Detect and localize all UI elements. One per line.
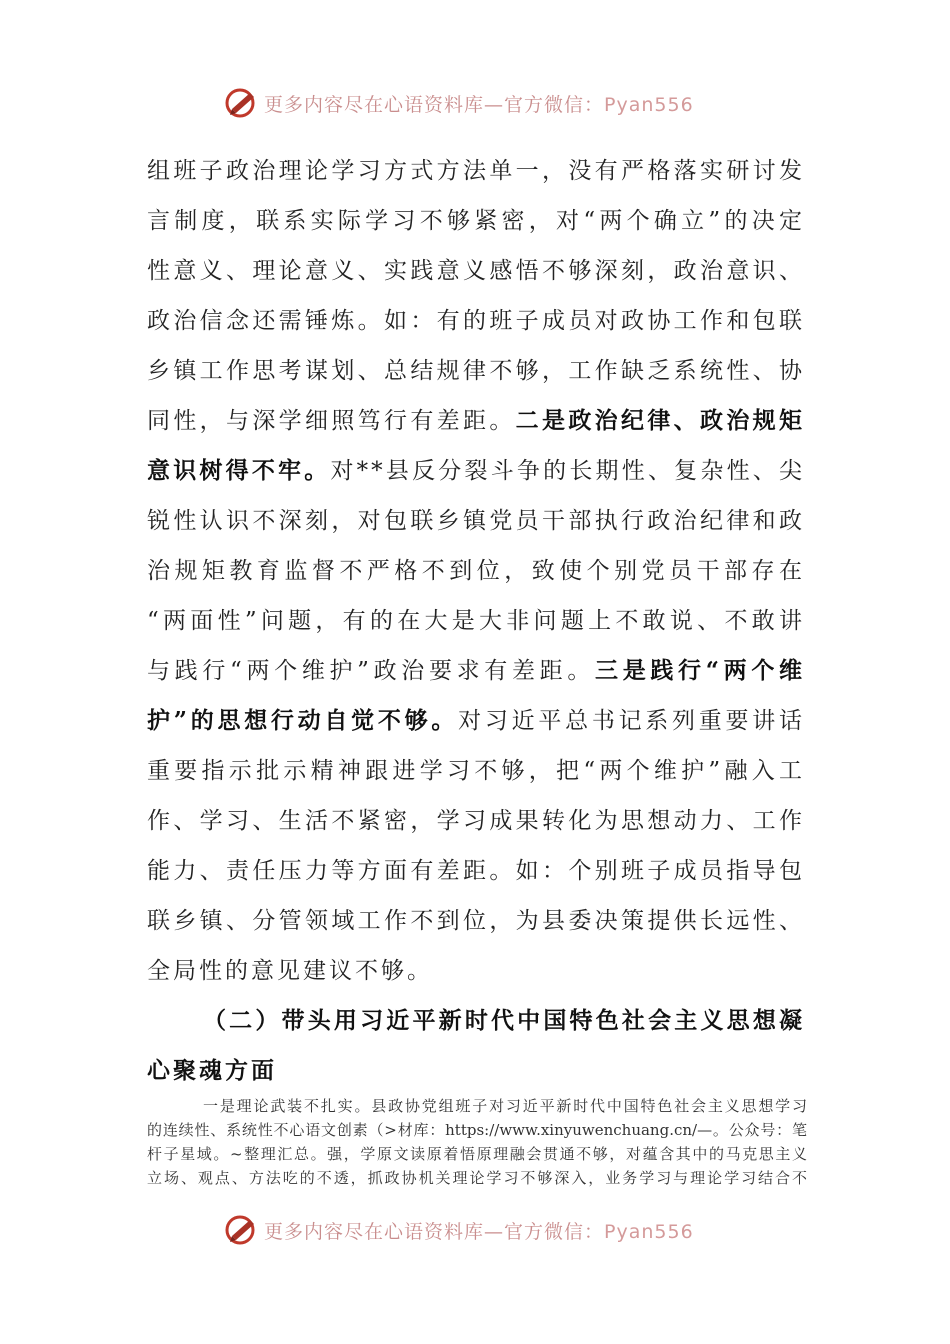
text-line — [147, 946, 805, 996]
watermark-text: 更多内容尽在心语资料库—官方微信：Pyan556 — [264, 93, 694, 116]
text-line — [147, 846, 805, 896]
small-print-paragraph — [147, 1094, 807, 1190]
text-run: “两面性”问题，有的在大是大非问题上不敢说、不敢讲 — [147, 608, 805, 634]
watermark-bottom — [224, 1210, 694, 1250]
text-run: 作、学习、生活不紧密，学习成果转化为思想动力、工作 — [147, 808, 805, 834]
text-line — [147, 696, 805, 746]
text-line — [147, 546, 805, 596]
text-run: 全局性的意见建议不够。 — [147, 958, 433, 984]
text-line — [147, 896, 805, 946]
text-line — [147, 146, 805, 196]
text-line — [147, 796, 805, 846]
bold-phrase: 二是政治纪律、政治规矩 — [515, 407, 806, 434]
text-line — [147, 246, 805, 296]
text-run: 性意义、理论意义、实践意义感悟不够深刻，政治意识、 — [147, 258, 805, 284]
text-run: 重要指示批示精神跟进学习不够，把“两个维护”融入工 — [147, 758, 805, 784]
text-run: 同性，与深学细照笃行有差距。 — [147, 408, 516, 434]
text-line — [147, 346, 805, 396]
text-run: 治规矩教育监督不严格不到位，致使个别党员干部存在 — [147, 558, 805, 584]
watermark-text: 更多内容尽在心语资料库—官方微信：Pyan556 — [264, 1220, 694, 1243]
small-print-line: 的连续性、系统性不心语文创素（>材库：https://www.xinyuwenchuang.cn/—。公众号：笔 — [147, 1121, 807, 1139]
bold-phrase: 意识树得不牢。 — [147, 457, 331, 484]
text-run: 组班子政治理论学习方式方法单一，没有严格落实研讨发 — [147, 158, 805, 184]
section-heading-line-2: 心聚魂方面 — [147, 1057, 277, 1084]
text-line — [147, 396, 805, 446]
bold-phrase: 护”的思想行动自觉不够。 — [147, 707, 459, 734]
text-run: 政治信念还需锤炼。如：有的班子成员对政协工作和包联 — [147, 308, 805, 334]
pen-logo-icon — [224, 1212, 260, 1248]
small-print-line: 一是理论武装不扎实。县政协党组班子对习近平新时代中国特色社会主义思想学习 — [203, 1097, 807, 1115]
text-line — [147, 646, 805, 696]
text-run: 能力、责任压力等方面有差距。如：个别班子成员指导包 — [147, 858, 805, 884]
section-heading-line-1: （二）带头用习近平新时代中国特色社会主义思想凝 — [203, 1007, 805, 1034]
bold-phrase: 三是践行“两个维 — [595, 657, 805, 684]
text-line — [147, 296, 805, 346]
section-heading — [147, 996, 805, 1046]
text-line — [147, 746, 805, 796]
section-heading-continued — [147, 1046, 805, 1096]
text-run: 对**县反分裂斗争的长期性、复杂性、尖 — [330, 458, 806, 484]
text-line — [147, 596, 805, 646]
text-line — [147, 446, 805, 496]
text-run: 乡镇工作思考谋划、总结规律不够，工作缺乏系统性、协 — [147, 358, 805, 384]
document-body — [147, 146, 805, 1096]
text-run: 联乡镇、分管领域工作不到位，为县委决策提供长远性、 — [147, 908, 805, 934]
text-line — [147, 496, 805, 546]
pen-logo-icon — [224, 85, 260, 121]
text-run: 与践行“两个维护”政治要求有差距。 — [147, 658, 596, 684]
text-line — [147, 196, 805, 246]
text-run: 言制度，联系实际学习不够紧密，对“两个确立”的决定 — [147, 208, 805, 234]
text-run: 对习近平总书记系列重要讲话 — [458, 708, 806, 734]
watermark-top — [224, 83, 694, 123]
text-run: 锐性认识不深刻，对包联乡镇党员干部执行政治纪律和政 — [147, 508, 805, 534]
small-print-line: 杆子星域。~整理汇总。强，学原文读原着悟原理融会贯通不够，对蕴含其中的马克思主义 — [147, 1145, 807, 1163]
small-print-line: 立场、观点、方法吃的不透，抓政协机关理论学习不够深入，业务学习与理论学习结合不 — [147, 1169, 807, 1187]
